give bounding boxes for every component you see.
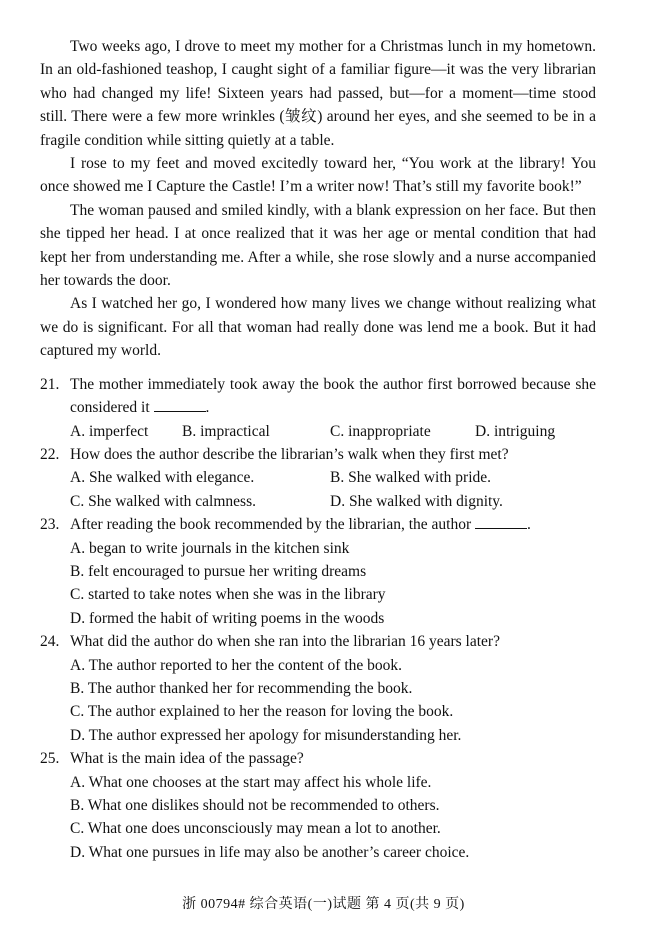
- question-number: 24.: [40, 633, 60, 651]
- question-23: [40, 513, 596, 630]
- question-text: The mother immediately took away the book the author first borrowed because she considered it: [70, 375, 596, 417]
- option-a: A. What one chooses at the start may affect his whole life.: [70, 773, 432, 791]
- option-b: B. She walked with pride.: [330, 469, 492, 487]
- answer-blank: [475, 516, 527, 529]
- options-row: [40, 420, 596, 443]
- option-b: B. What one dislikes should not be recommended to others.: [70, 797, 440, 814]
- option-a: A. She walked with elegance.: [70, 469, 255, 487]
- option-d: D. formed the habit of writing poems in the woods: [70, 609, 385, 627]
- option-d: D. What one pursues in life may also be another’s career choice.: [70, 843, 470, 861]
- option-c: C. She walked with calmness.: [70, 492, 256, 510]
- question-24: [40, 630, 596, 747]
- question-text: How does the author describe the librarian’s walk when they first met?: [70, 445, 509, 463]
- question-text-end: .: [527, 516, 531, 534]
- option-b: B. felt encouraged to pursue her writing dreams: [70, 562, 367, 580]
- answer-blank: [154, 399, 206, 412]
- question-number: 25.: [40, 750, 60, 768]
- page-footer: 浙 00794# 综合英语(一)试题 第 4 页(共 9 页): [182, 897, 465, 912]
- passage-paragraph: Two weeks ago, I drove to meet my mother for a Christmas lunch in my hometown. In an old-fashioned teashop, I caught sight of a familiar figure—it was the very librarian who had changed my life! Sixteen years had passed, but—for a moment—time stood still. There were a few more wrinkles (皱纹) around her eyes, and she seemed to be in a fragile condition while sitting quietly at a table.: [40, 38, 596, 149]
- exam-page: [40, 35, 596, 864]
- question-number: 23.: [40, 516, 60, 534]
- question-text-end: .: [205, 399, 210, 417]
- option-d: D. The author expressed her apology for misunderstanding her.: [70, 726, 462, 744]
- question-number: 22.: [40, 445, 60, 463]
- reading-passage: [40, 35, 596, 363]
- option-c: C. The author explained to her the reason for loving the book.: [70, 703, 454, 721]
- question-number: 21.: [40, 375, 60, 393]
- option-c: C. What one does unconsciously may mean a lot to another.: [70, 820, 441, 838]
- question-22: [40, 443, 596, 513]
- option-a: A. The author reported to her the content of the book.: [70, 656, 403, 674]
- question-21: [40, 373, 596, 443]
- options-grid: [40, 466, 596, 513]
- option-b: B. impractical: [182, 422, 270, 440]
- passage-paragraph: As I watched her go, I wondered how many lives we change without realizing what we do is significant. For all that woman had really done was lend me a book. But it had captured my world.: [40, 295, 596, 360]
- question-text: What did the author do when she ran into the librarian 16 years later?: [70, 633, 500, 651]
- option-d: D. She walked with dignity.: [330, 492, 503, 510]
- option-a: A. began to write journals in the kitchen sink: [70, 539, 350, 557]
- question-text: What is the main idea of the passage?: [70, 750, 304, 768]
- option-b: B. The author thanked her for recommending the book.: [70, 679, 413, 697]
- question-25: [40, 747, 596, 864]
- option-c: C. started to take notes when she was in the library: [70, 586, 386, 604]
- option-d: D. intriguing: [475, 422, 556, 440]
- passage-paragraph: I rose to my feet and moved excitedly toward her, “You work at the library! You once showed me I Capture the Castle! I’m a writer now! That’s still my favorite book!”: [40, 155, 596, 196]
- option-c: C. inappropriate: [330, 422, 431, 440]
- question-text: After reading the book recommended by the librarian, the author: [70, 516, 472, 534]
- option-a: A. imperfect: [70, 422, 149, 440]
- passage-paragraph: The woman paused and smiled kindly, with a blank expression on her face. But then she tipped her head. I at once realized that it was her age or mental condition that had kept her from understanding me. After a while, she rose slowly and a nurse accompanied her towards the door.: [40, 201, 596, 290]
